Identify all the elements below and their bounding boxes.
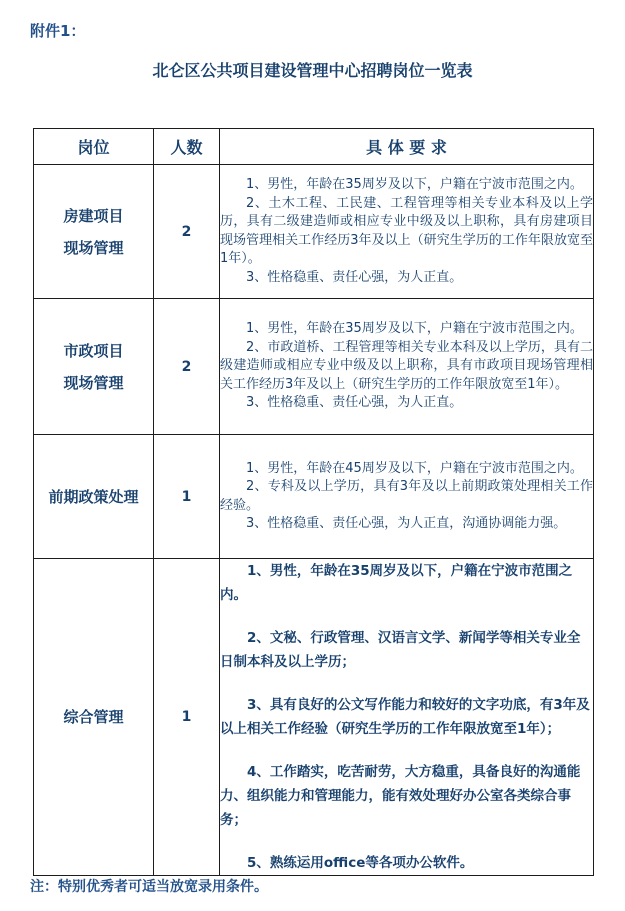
position-name: 前期政策处理 bbox=[48, 487, 139, 506]
requirement-item: 3、性格稳重、责任心强，为人正直。 bbox=[246, 395, 463, 411]
page-title: 北仑区公共项目建设管理中心招聘岗位一览表 bbox=[152, 61, 473, 80]
requirement-item: 4、工作踏实，吃苦耐劳，大方稳重，具备良好的沟通能力、组织能力和管理能力，能有效处理好办公室各类综合事务； bbox=[220, 764, 581, 828]
requirement-item: 3、性格稳重、责任心强，为人正直。 bbox=[246, 269, 463, 285]
footnote: 注：特别优秀者可适当放宽录用条件。 bbox=[30, 879, 268, 895]
requirement-item: 1、男性，年龄在35周岁及以下，户籍在宁波市范围之内。 bbox=[220, 563, 573, 603]
requirement-item: 1、男性，年龄在45周岁及以下，户籍在宁波市范围之内。 bbox=[246, 460, 583, 476]
table-row bbox=[34, 165, 594, 299]
requirements-cell bbox=[220, 165, 594, 299]
position-name: 市政项目 bbox=[63, 341, 124, 360]
requirement-item: 2、土木工程、工民建、工程管理等相关专业本科及以上学历，具有二级建造师或相应专业中级及以上职称，具有房建项目现场管理相关工作经历3年及以上（研究生学历的工作年限放宽至1年）。 bbox=[220, 195, 593, 266]
position-cell bbox=[34, 559, 154, 876]
header-position: 岗位 bbox=[34, 129, 154, 165]
attachment-label: 附件1： bbox=[30, 22, 86, 40]
requirement-item: 3、性格稳重、责任心强，为人正直，沟通协调能力强。 bbox=[246, 516, 567, 531]
headcount-cell: 1 bbox=[154, 559, 220, 876]
table-row bbox=[34, 299, 594, 435]
requirement-item: 5、熟练运用office等各项办公软件。 bbox=[247, 855, 474, 871]
requirements-cell bbox=[220, 559, 594, 876]
position-cell bbox=[34, 435, 154, 559]
requirement-item: 1、男性，年龄在35周岁及以下，户籍在宁波市范围之内。 bbox=[246, 321, 583, 337]
headcount-cell: 2 bbox=[154, 165, 220, 299]
requirement-item: 1、男性，年龄在35周岁及以下，户籍在宁波市范围之内。 bbox=[246, 177, 583, 192]
table-header-row bbox=[34, 129, 594, 165]
recruitment-table bbox=[33, 128, 594, 876]
headcount-cell: 1 bbox=[154, 435, 220, 559]
position-name: 现场管理 bbox=[63, 238, 124, 257]
position-name: 房建项目 bbox=[63, 206, 124, 225]
position-cell bbox=[34, 165, 154, 299]
requirements-cell bbox=[220, 435, 594, 559]
position-cell bbox=[34, 299, 154, 435]
header-count: 人数 bbox=[154, 129, 220, 165]
table-row bbox=[34, 435, 594, 559]
requirement-item: 2、文秘、行政管理、汉语言文学、新闻学等相关专业全日制本科及以上学历； bbox=[220, 630, 581, 670]
requirement-item: 2、市政道桥、工程管理等相关专业本科及以上学历，具有二级建造师或相应专业中级及以上职称，具有市政项目现场管理相关工作经历3年及以上（研究生学历的工作年限放宽至1年）。 bbox=[220, 339, 593, 392]
headcount-cell: 2 bbox=[154, 299, 220, 435]
header-requirements: 具 体 要 求 bbox=[220, 129, 594, 165]
requirement-item: 3、具有良好的公文写作能力和较好的文字功底，有3年及以上相关工作经验（研究生学历的工作年限放宽至1年）； bbox=[220, 697, 590, 737]
requirements-cell bbox=[220, 299, 594, 435]
requirement-item: 2、专科及以上学历，具有3年及以上前期政策处理相关工作经验。 bbox=[220, 479, 593, 513]
position-name: 综合管理 bbox=[63, 708, 124, 726]
table-row bbox=[34, 559, 594, 876]
position-name: 现场管理 bbox=[63, 373, 124, 392]
